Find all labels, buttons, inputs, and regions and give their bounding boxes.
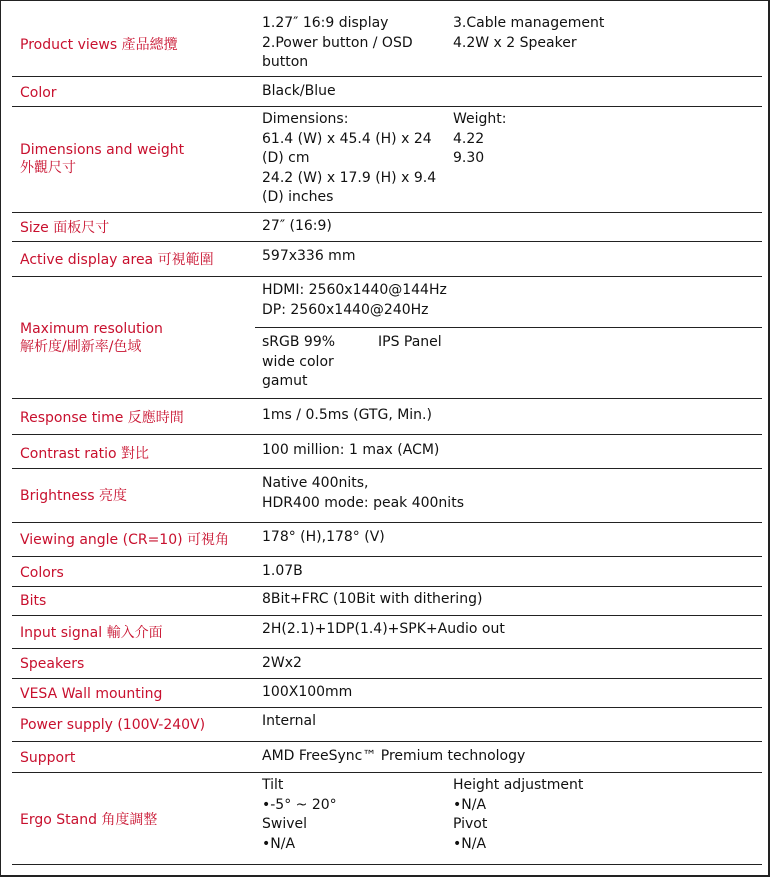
row-color xyxy=(12,77,762,107)
value-vesa: 100X100mm xyxy=(262,684,353,700)
value-support: AMD FreeSync™ Premium technology xyxy=(262,748,526,764)
row-active-area xyxy=(12,242,762,277)
label-active-area: Active display area 可視範圍 xyxy=(20,252,214,268)
row-power xyxy=(12,708,762,742)
row-speakers xyxy=(12,649,762,679)
label-color: Color xyxy=(20,85,57,101)
row-resolution xyxy=(12,277,762,399)
resolution-divider xyxy=(255,327,762,328)
row-bits xyxy=(12,587,762,616)
label-support: Support xyxy=(20,750,76,766)
value-resolution-panel: IPS Panel xyxy=(378,334,442,350)
value-power: Internal xyxy=(262,713,316,729)
value-active-area: 597x336 mm xyxy=(262,248,356,264)
row-colors xyxy=(12,557,762,587)
row-support xyxy=(12,742,762,773)
row-input xyxy=(12,616,762,649)
label-power: Power supply (100V-240V) xyxy=(20,717,206,733)
label-response: Response time 反應時間 xyxy=(20,410,184,426)
label-speakers: Speakers xyxy=(20,656,85,672)
row-ergo xyxy=(12,773,762,865)
value-speakers: 2Wx2 xyxy=(262,655,302,671)
value-dimensions: Dimensions: 61.4 (W) x 45.4 (H) x 24 (D) cm 24.2 (W) x 17.9 (H) x 9.4 (D) inches xyxy=(262,111,437,205)
value-resolution-top: HDMI: 2560x1440@144Hz DP: 2560x1440@240Hz xyxy=(262,282,447,318)
label-colors: Colors xyxy=(20,565,64,581)
row-vesa xyxy=(12,679,762,708)
value-product-views-col2: 3.Cable management 4.2W x 2 Speaker xyxy=(453,15,605,51)
row-product-views xyxy=(12,11,762,77)
label-contrast: Contrast ratio 對比 xyxy=(20,446,150,462)
value-response: 1ms / 0.5ms (GTG, Min.) xyxy=(262,407,432,423)
label-dimensions: Dimensions and weight 外觀尺寸 xyxy=(20,142,185,176)
value-input: 2H(2.1)+1DP(1.4)+SPK+Audio out xyxy=(262,621,505,637)
label-viewing: Viewing angle (CR=10) 可視角 xyxy=(20,532,230,548)
value-brightness: Native 400nits, HDR400 mode: peak 400nits xyxy=(262,475,464,511)
label-bits: Bits xyxy=(20,593,47,609)
value-resolution-gamut: sRGB 99% wide color gamut xyxy=(262,334,336,389)
row-dimensions xyxy=(12,107,762,213)
label-vesa: VESA Wall mounting xyxy=(20,686,163,702)
value-bits: 8Bit+FRC (10Bit with dithering) xyxy=(262,591,483,607)
value-size: 27″ (16:9) xyxy=(262,218,332,234)
label-ergo: Ergo Stand 角度調整 xyxy=(20,812,158,828)
value-ergo-col1: Tilt •-5° ~ 20° Swivel •N/A xyxy=(262,777,337,852)
row-viewing xyxy=(12,523,762,557)
label-product-views: Product views 產品總攬 xyxy=(20,37,178,53)
value-colors: 1.07B xyxy=(262,563,303,579)
label-input: Input signal 輸入介面 xyxy=(20,625,163,641)
row-contrast xyxy=(12,435,762,469)
label-brightness: Brightness 亮度 xyxy=(20,488,128,504)
value-product-views-col1: 1.27″ 16:9 display 2.Power button / OSD button xyxy=(262,15,413,70)
value-weight: Weight: 4.22 9.30 xyxy=(453,111,507,166)
label-size: Size 面板尺寸 xyxy=(20,220,110,236)
row-brightness xyxy=(12,469,762,523)
value-ergo-col2: Height adjustment •N/A Pivot •N/A xyxy=(453,777,584,852)
row-response xyxy=(12,399,762,435)
value-contrast: 100 million: 1 max (ACM) xyxy=(262,442,440,458)
value-viewing: 178° (H),178° (V) xyxy=(262,529,385,545)
value-color: Black/Blue xyxy=(262,83,336,99)
label-resolution: Maximum resolution 解析度/刷新率/色域 xyxy=(20,321,163,355)
row-size xyxy=(12,213,762,242)
